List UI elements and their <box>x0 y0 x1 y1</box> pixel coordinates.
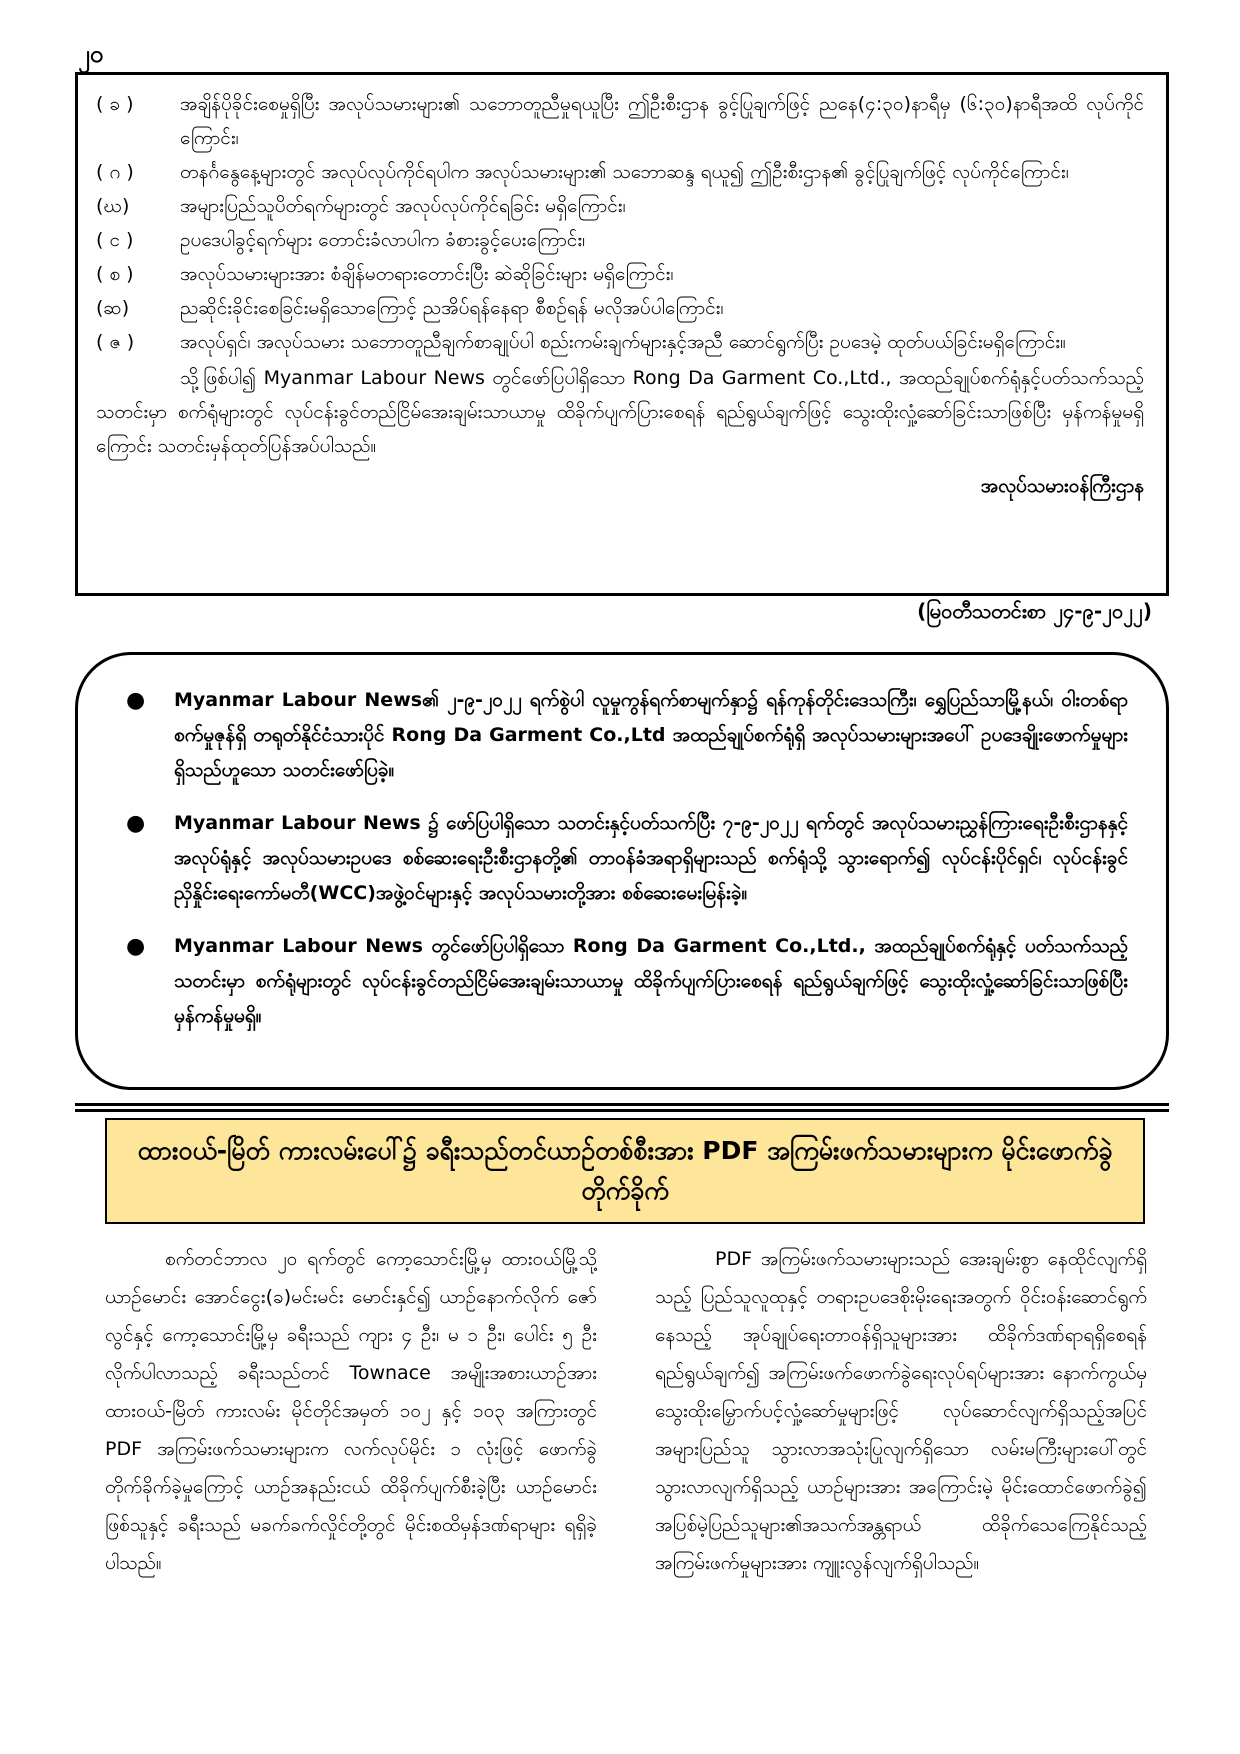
clause-text: အလုပ်သမားများအား စံချိန်မတရားတောင်းပြီး ဆဲဆိုခြင်းများ မရှိကြောင်း၊ <box>180 263 674 285</box>
summary-item <box>126 683 1128 788</box>
summary-item <box>126 929 1128 1034</box>
clause-text: တနင်္ဂနွေနေ့များတွင် အလုပ်လုပ်ကိုင်ရပါက အလုပ်သမားများ၏ သဘောဆန္ဒ ရယူ၍ ဤဦးစီးဌာန၏ ခွင့်ပြုချက်ဖြင့် လုပ်ကိုင်ကြောင်း၊ <box>180 161 1069 183</box>
article-headline-box <box>105 1118 1145 1224</box>
notice-clause <box>96 257 1144 291</box>
notice-conclusion: သို့ဖြစ်ပါ၍ Myanmar Labour News တွင်ဖော်ပြပါရှိသော Rong Da Garment Co.,Ltd., အထည်ချုပ်စက်ရုံနှင့်ပတ်သက်သည့်သတင်းမှာ စက်ရုံများတွင် လုပ်ငန်းခွင်တည်ငြိမ်အေးချမ်းသာယာမှု ထိခိုက်ပျက်ပြားစေရန် ရည်ရွယ်ချက်ဖြင့် သွေးထိုးလှုံ့ဆော်ခြင်းသာဖြစ်ပြီး မှန်ကန်မှုမရှိကြောင်း သတင်းမှန်ထုတ်ပြန်အပ်ပါသည်။ <box>96 367 1144 457</box>
article-headline: ထားဝယ်-မြိတ် ကားလမ်းပေါ်၌ ခရီးသည်တင်ယာဉ်တစ်စီးအား PDF အကြမ်းဖက်သမားများက မိုင်းဖောက်ခွဲတိုက်ခိုက် <box>137 1136 1113 1205</box>
clause-text: ဥပဒေပါခွင့်ရက်များ တောင်းခံလာပါက ခံစားခွင့်ပေးကြောင်း၊ <box>180 229 586 251</box>
page-number: ၂၀ <box>78 40 104 68</box>
notice-box <box>75 72 1169 596</box>
article-right-column: PDF အကြမ်းဖက်သမားများသည် အေးချမ်းစွာ နေထိုင်လျက်ရှိသည့် ပြည်သူလူထုနှင့် တရားဥပဒေစိုးမိုးရေးအတွက် ဝိုင်းဝန်းဆောင်ရွက်နေသည့် အုပ်ချုပ်ရေးတာဝန်ရှိသူများအား ထိခိုက်ဒဏ်ရာရရှိစေရန် ရည်ရွယ်ချက်၍ အကြမ်းဖက်ဖောက်ခွဲရေးလုပ်ရပ်များအား နောက်ကွယ်မှ သွေးထိုးမြှောက်ပင့်လှုံ့ဆော်မှုများဖြင့် လုပ်ဆောင်လျက်ရှိသည့်အပြင် အများပြည်သူ သွားလာအသုံးပြုလျက်ရှိသော လမ်းမကြီးများပေါ်တွင် သွားလာလျက်ရှိသည့် ယာဉ်များအား အကြောင်းမဲ့ မိုင်းထောင်ဖောက်ခွဲ၍ အပြစ်မဲ့ပြည်သူများ၏အသက်အန္တရာယ် ထိခိုက်သေကြေနိုင်သည့် အကြမ်းဖက်မှုများအား ကျူးလွန်လျက်ရှိပါသည်။ <box>655 1248 1147 1574</box>
summary-box <box>75 652 1169 1090</box>
clause-text: ညဆိုင်းခိုင်းစေခြင်းမရှိသောကြောင့် ညအိပ်ရန်နေရာ စီစဉ်ရန် မလိုအပ်ပါကြောင်း၊ <box>180 297 724 319</box>
article-left-column: စက်တင်ဘာလ ၂၀ ရက်တွင် ကော့သောင်းမြို့မှ ထားဝယ်မြို့သို့ ယာဉ်မောင်း အောင်ငွေး(ခ)မင်းမင်း မောင်းနှင်၍ ယာဉ်နောက်လိုက် ဇော်လွင်နှင့် ကော့သောင်းမြို့မှ ခရီးသည် ကျား ၄ ဦး၊ မ ၁ ဦး၊ ပေါင်း ၅ ဦး လိုက်ပါလာသည့် ခရီးသည်တင် Townace အမျိုးအစားယာဉ်အား ထားဝယ်-မြိတ် ကားလမ်း မိုင်တိုင်အမှတ် ၁၀၂ နှင့် ၁၀၃ အကြားတွင် PDF အကြမ်းဖက်သမားများက လက်လုပ်မိုင်း ၁ လုံးဖြင့် ဖောက်ခွဲတိုက်ခိုက်ခဲ့မှုကြောင့် ယာဉ်အနည်းငယ် ထိခိုက်ပျက်စီးခဲ့ပြီး ယာဉ်မောင်းဖြစ်သူနှင့် ခရီးသည် မခက်ခက်လှိုင်တို့တွင် မိုင်းစထိမှန်ဒဏ်ရာများ ရရှိခဲ့ပါသည်။ <box>105 1248 597 1574</box>
notice-clause <box>96 189 1144 223</box>
clause-text: အချိန်ပိုခိုင်းစေမှုရှိပြီး အလုပ်သမားများ၏ သဘောတူညီမှုရယူပြီး ဤဦးစီးဌာန ခွင့်ပြုချက်ဖြင့် ညနေ(၄:၃၀)နာရီမှ (၆:၃၀)နာရီအထိ လုပ်ကိုင်ကြောင်း၊ <box>180 93 1144 149</box>
clause-text: အများပြည်သူပိတ်ရက်များတွင် အလုပ်လုပ်ကိုင်ရခြင်း မရှိကြောင်း၊ <box>180 195 626 217</box>
bullet-icon: ● <box>126 811 146 836</box>
notice-clause <box>96 87 1144 155</box>
notice-clause <box>96 155 1144 189</box>
clause-label: ( ဂ ) <box>96 161 134 183</box>
notice-signature: အလုပ်သမားဝန်ကြီးဌာန <box>980 475 1144 497</box>
section-divider <box>75 1109 1169 1112</box>
clause-label: ( ဇ ) <box>96 331 135 353</box>
bullet-icon: ● <box>126 688 146 713</box>
notice-clause <box>96 325 1144 359</box>
clause-label: ( ခ ) <box>96 93 134 115</box>
source-citation: (မြဝတီသတင်းစာ ၂၄-၉-၂၀၂၂) <box>917 599 1152 623</box>
summary-item <box>126 806 1128 911</box>
bullet-icon: ● <box>126 934 146 959</box>
clause-label: (ဃ) <box>96 195 130 217</box>
section-divider <box>75 1103 1169 1106</box>
notice-clause <box>96 223 1144 257</box>
clause-label: ( စ ) <box>96 263 134 285</box>
summary-text: Myanmar Labour News၏ ၂-၉-၂၀၂၂ ရက်စွဲပါ လူမှုကွန်ရက်စာမျက်နှာ၌ ရန်ကုန်တိုင်းဒေသကြီး၊ ရွှေပြည်သာမြို့နယ်၊ ဝါးတစ်ရာစက်မှုဇုန်ရှိ တရုတ်နိုင်ငံသားပိုင် Rong Da Garment Co.,Ltd အထည်ချုပ်စက်ရုံရှိ အလုပ်သမားများအပေါ် ဥပဒေချိုးဖောက်မှုများရှိသည်ဟူသော သတင်းဖော်ပြခဲ့။ <box>174 689 1128 781</box>
clause-label: ( င ) <box>96 229 134 251</box>
summary-text: Myanmar Labour News ၌ ဖော်ပြပါရှိသော သတင်းနှင့်ပတ်သက်ပြီး ၇-၉-၂၀၂၂ ရက်တွင် အလုပ်သမားညွှန်ကြားရေးဦးစီးဌာနနှင့် အလုပ်ရုံနှင့် အလုပ်သမားဥပဒေ စစ်ဆေးရေးဦးစီးဌာနတို့၏ တာဝန်ခံအရာရှိများသည် စက်ရုံသို့ သွားရောက်၍ လုပ်ငန်းပိုင်ရှင်၊ လုပ်ငန်းခွင်ညှိနှိုင်းရေးကော်မတီ(WCC)အဖွဲ့ဝင်များနှင့် အလုပ်သမားတို့အား စစ်ဆေးမေးမြန်းခဲ့။ <box>174 812 1128 904</box>
clause-text: အလုပ်ရှင်၊ အလုပ်သမား သဘောတူညီချက်စာချုပ်ပါ စည်းကမ်းချက်များနှင့်အညီ ဆောင်ရွက်ပြီး ဥပဒေမဲ့ ထုတ်ပယ်ခြင်းမရှိကြောင်း။ <box>180 331 1066 353</box>
clause-label: (ဆ) <box>96 297 130 319</box>
summary-text: Myanmar Labour News တွင်ဖော်ပြပါရှိသော Rong Da Garment Co.,Ltd., အထည်ချုပ်စက်ရုံနှင့် ပတ်သက်သည့်သတင်းမှာ စက်ရုံများတွင် လုပ်ငန်းခွင်တည်ငြိမ်အေးချမ်းသာယာမှု ထိခိုက်ပျက်ပြားစေရန် ရည်ရွယ်ချက်ဖြင့် သွေးထိုးလှုံ့ဆော်ခြင်းသာဖြစ်ပြီး မှန်ကန်မှုမရှိ။ <box>174 935 1128 1027</box>
notice-clause <box>96 291 1144 325</box>
